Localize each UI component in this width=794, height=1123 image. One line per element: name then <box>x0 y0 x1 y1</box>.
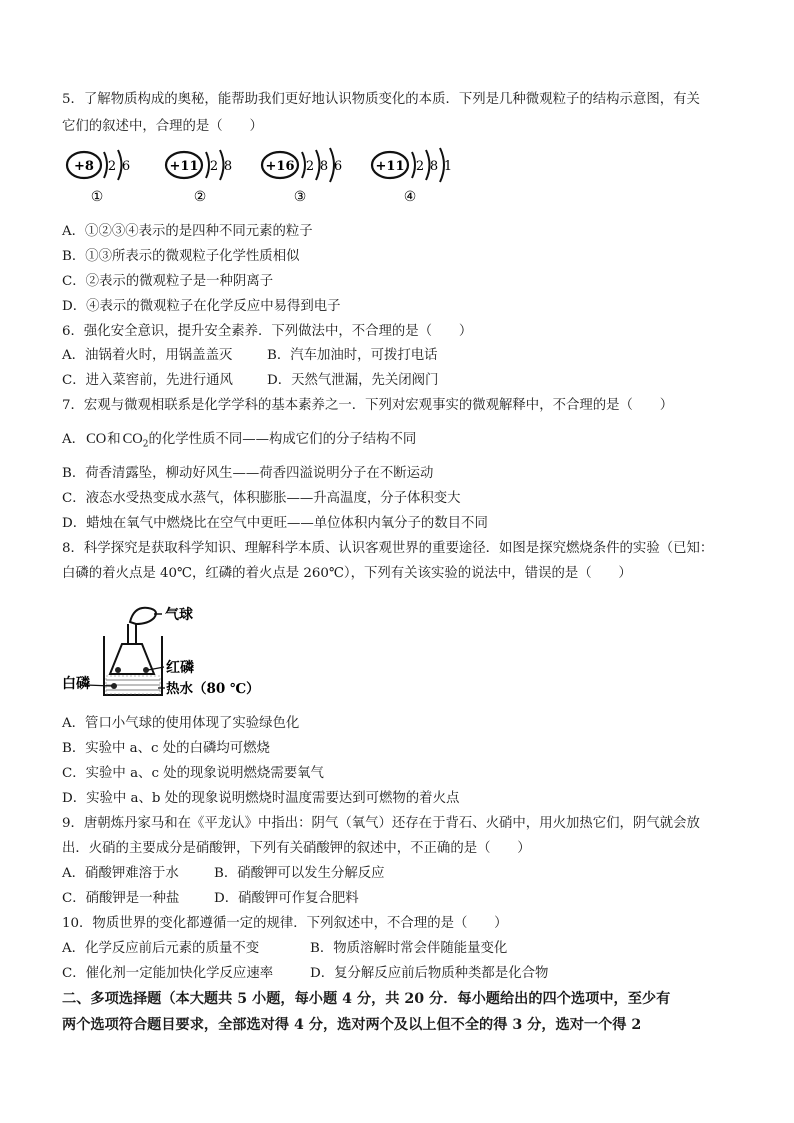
diagram-label: ③ <box>293 189 307 205</box>
q7-option-a: A．CO和 $CO_2$的化学性质不同——构成它们的分子结构不同 <box>62 431 417 450</box>
hot-water-label: 热水（80 ℃） <box>166 681 260 697</box>
balloon-label: 气球 <box>165 607 193 623</box>
q5-option-a: A．①②③④表示的是四种不同元素的粒子 <box>62 224 313 239</box>
svg-text:8: 8 <box>223 159 233 174</box>
q8-option-b: B．实验中 a、c 处的白磷均可燃烧 <box>62 741 270 756</box>
q8-option-c: C．实验中 a、c 处的现象说明燃烧需要氧气 <box>62 766 324 781</box>
svg-text:2: 2 <box>415 159 425 174</box>
atom-diagram-4 <box>372 148 452 205</box>
section2-heading-line1: 二、多项选择题（本大题共 5 小题，每小题 4 分，共 20 分．每小题给出的四个选项中，至少有 <box>62 991 671 1007</box>
svg-text:1: 1 <box>443 159 453 174</box>
atom-nucleus: +11 <box>169 159 199 174</box>
atom-diagram-3 <box>262 148 342 205</box>
red-phosphorus-label: 红磷 <box>166 660 194 676</box>
q7-stem: 7．宏观与微观相联系是化学学科的基本素养之一．下列对宏观事实的微观解释中，不合理的是（ ） <box>62 398 674 413</box>
q8-stem-line2: 白磷的着火点是 40℃，红磷的着火点是 260℃），下列有关该实验的说法中，错误的是（ ） <box>62 566 632 581</box>
svg-text:8: 8 <box>319 159 329 174</box>
q7-option-c: C．液态水受热变成水蒸气，体积膨胀——升高温度，分子体积变大 <box>62 491 461 506</box>
q8-stem-line1: 8．科学探究是获取科学知识、理解科学本质、认识客观世界的重要途径．如图是探究燃烧条件的实验（已知： <box>62 541 714 556</box>
atom-diagram-2 <box>166 150 232 205</box>
svg-text:2: 2 <box>107 159 117 174</box>
q5-option-b: B．①③所表示的微观粒子化学性质相似 <box>62 249 300 264</box>
q9-option-b: B．硝酸钾可以发生分解反应 <box>214 866 385 881</box>
q6-option-c: C．进入菜窖前，先进行通风 <box>62 373 233 388</box>
atom-nucleus: +16 <box>265 159 295 174</box>
q7-option-b: B．荷香清露坠，柳动好风生——荷香四溢说明分子在不断运动 <box>62 466 434 481</box>
q6-stem: 6．强化安全意识，提升安全素养．下列做法中，不合理的是（ ） <box>62 324 473 339</box>
q6-options-row1 <box>62 347 438 365</box>
q5-stem-line1: 5．了解物质构成的奥秘，能帮助我们更好地认识物质变化的本质．下列是几种微观粒子的结构示意图，有关 <box>62 92 700 107</box>
q10-stem: 10．物质世界的变化都遵循一定的规律．下列叙述中，不合理的是（ ） <box>62 916 508 931</box>
q6-option-b: B．汽车加油时，可拨打电话 <box>267 348 438 363</box>
q9-options-row1 <box>62 865 385 883</box>
section2-heading-line2: 两个选项符合题目要求，全部选对得 4 分，选对两个及以上但不全的得 3 分，选对一个得 2 <box>62 1017 642 1033</box>
q10-option-a: A．化学反应前后元素的质量不变 <box>62 941 260 956</box>
svg-text:2: 2 <box>305 159 315 174</box>
svg-text:8: 8 <box>429 159 439 174</box>
q10-option-c: C．催化剂一定能加快化学反应速率 <box>62 966 274 981</box>
atom-diagram-1 <box>67 150 130 205</box>
q10-options-row1 <box>62 940 508 958</box>
q9-options-row2 <box>62 890 359 908</box>
atom-structure-diagrams <box>62 145 482 215</box>
atom-nucleus: +11 <box>375 159 405 174</box>
q5-option-c: C．②表示的微观粒子是一种阴离子 <box>62 274 274 289</box>
q9-option-a: A．硝酸钾难溶于水 <box>62 866 179 881</box>
q8-option-a: A．管口小气球的使用体现了实验绿色化 <box>62 716 300 731</box>
q5-stem-line2: 它们的叙述中，合理的是（ ） <box>62 119 263 134</box>
q9-option-c: C．硝酸钾是一种盐 <box>62 891 180 906</box>
q9-option-d: D．硝酸钾可作复合肥料 <box>214 891 359 906</box>
atom-nucleus: +8 <box>74 159 94 174</box>
q10-option-d: D．复分解反应前后物质种类都是化合物 <box>310 966 549 981</box>
svg-text:6: 6 <box>121 159 131 174</box>
diagram-label: ② <box>193 189 207 205</box>
q9-stem-line1: 9．唐朝炼丹家马和在《平龙认》中指出：阴气（氧气）还存在于背石、火硝中，用火加热它们，阴气就会放 <box>62 816 700 831</box>
combustion-experiment-figure <box>62 600 262 704</box>
white-phosphorus-label: 白磷 <box>62 676 90 692</box>
diagram-label: ④ <box>403 189 417 205</box>
svg-text:6: 6 <box>333 159 343 174</box>
diagram-label: ① <box>90 189 104 205</box>
balloon-shape <box>130 608 156 624</box>
q10-option-b: B．物质溶解时常会伴随能量变化 <box>310 941 508 956</box>
q10-options-row2 <box>62 965 549 983</box>
q6-option-a: A．油锅着火时，用锅盖盖灭 <box>62 348 233 363</box>
q5-option-d: D．④表示的微观粒子在化学反应中易得到电子 <box>62 299 341 314</box>
q9-stem-line2: 出．火硝的主要成分是硝酸钾，下列有关硝酸钾的叙述中，不正确的是（ ） <box>62 841 531 856</box>
q7-option-d: D．蜡烛在氧气中燃烧比在空气中更旺——单位体积内氧分子的数目不同 <box>62 516 488 531</box>
q6-options-row2 <box>62 372 439 390</box>
svg-text:2: 2 <box>209 159 219 174</box>
q6-option-d: D．天然气泄漏，先关闭阀门 <box>267 373 439 388</box>
q8-option-d: D．实验中 a、b 处的现象说明燃烧时温度需要达到可燃物的着火点 <box>62 791 460 806</box>
